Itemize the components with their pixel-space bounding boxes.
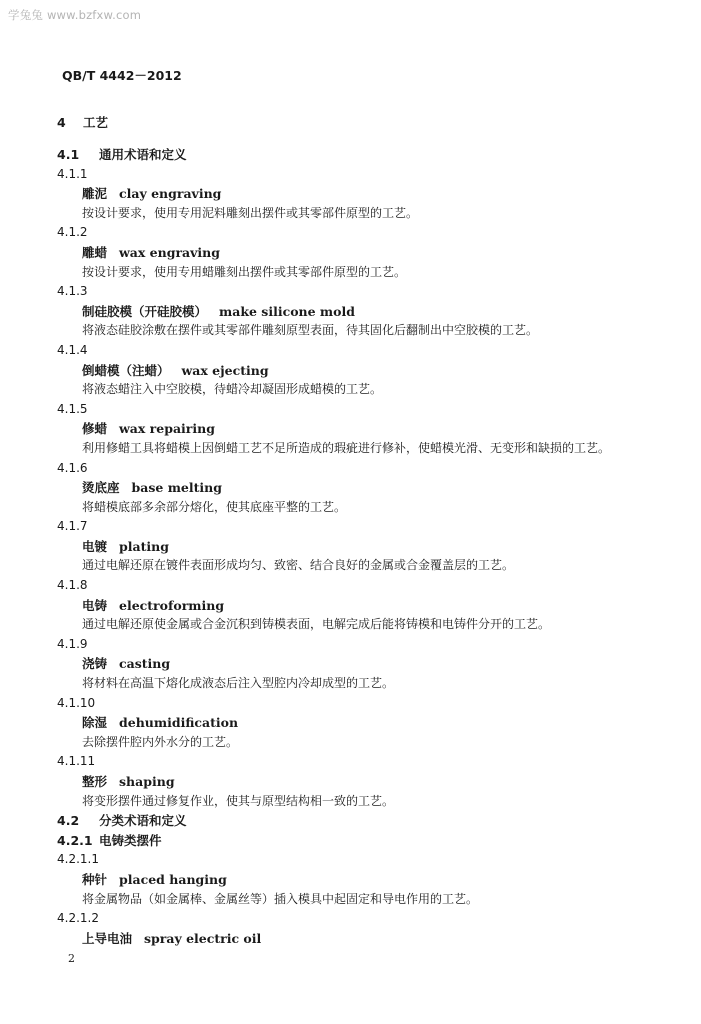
term-number: 4.1.4 [57, 342, 88, 357]
term-list-classification [57, 850, 657, 948]
term-chinese: 上导电油 [82, 930, 133, 946]
term-definition: 将金属物品（如金属棒、金属丝等）插入模具中起固定和导电作用的工艺。 [82, 891, 479, 906]
subsection-number: 4.2 [57, 813, 80, 829]
section-title: 工艺 [83, 115, 109, 130]
term-definition: 将变形摆件通过修复作业，使其与原型结构相一致的工艺。 [82, 793, 395, 808]
term-number: 4.1.2 [57, 225, 88, 240]
term-heading [57, 184, 657, 204]
subsection-number: 4.1 [57, 147, 80, 162]
term-heading [57, 361, 657, 381]
term-definition: 将液态蜡注入中空胶模，待蜡冷却凝固形成蜡模的工艺。 [82, 382, 383, 397]
term-english: electroforming [119, 597, 225, 613]
term-chinese: 制硅胶模（开硅胶模） [82, 303, 208, 319]
term-chinese: 整形 [82, 774, 108, 789]
term-heading [57, 713, 657, 733]
term-number: 4.1.8 [57, 578, 88, 593]
term-chinese: 修蜡 [82, 421, 108, 437]
term-english: shaping [119, 774, 175, 789]
term-list-general [57, 165, 657, 812]
term-chinese: 烫底座 [82, 480, 120, 496]
subsection-title: 通用术语和定义 [99, 147, 187, 162]
term-heading [57, 302, 657, 322]
term-heading [57, 243, 657, 263]
page-number: 2 [68, 952, 75, 965]
document-body [57, 110, 657, 948]
term-heading [57, 929, 657, 949]
term-number: 4.1.1 [57, 166, 88, 181]
term-english: wax engraving [119, 244, 220, 260]
term-english: wax ejecting [181, 362, 269, 378]
standard-number: QB/T 4442－2012 [62, 68, 182, 83]
subsection-heading-4-1 [57, 145, 657, 165]
term-heading [57, 596, 657, 616]
term-definition: 将液态硅胶涂敷在摆件或其零部件雕刻原型表面，待其固化后翻制出中空胶模的工艺。 [82, 323, 539, 338]
term-heading [57, 870, 657, 890]
term-english: casting [119, 656, 171, 672]
term-number: 4.1.10 [57, 695, 96, 710]
term-number: 4.1.3 [57, 284, 88, 299]
term-number: 4.1.9 [57, 636, 88, 651]
term-definition: 将材料在高温下熔化成液态后注入型腔内冷却成型的工艺。 [82, 676, 395, 691]
term-chinese: 雕泥 [82, 186, 108, 202]
term-number: 4.1.6 [57, 460, 88, 475]
term-number: 4.1.7 [57, 519, 88, 534]
term-heading [57, 772, 657, 792]
subsection-heading-4-2-1 [57, 831, 657, 851]
term-chinese: 除湿 [82, 715, 108, 731]
term-number: 4.1.11 [57, 754, 96, 769]
term-english: placed hanging [119, 871, 227, 887]
subsection-heading-4-2 [57, 811, 657, 831]
term-number: 4.1.5 [57, 401, 88, 416]
subsection-title: 电铸类摆件 [99, 832, 162, 848]
term-definition: 将蜡模底部多余部分熔化，使其底座平整的工艺。 [82, 499, 347, 514]
term-chinese: 浇铸 [82, 656, 108, 672]
term-chinese: 电镀 [82, 538, 108, 554]
section-number: 4 [57, 115, 66, 130]
watermark: 学兔兔 www.bzfxw.com [8, 8, 142, 22]
term-chinese: 电铸 [82, 597, 108, 613]
term-chinese: 种针 [82, 871, 108, 887]
term-heading [57, 654, 657, 674]
term-heading [57, 478, 657, 498]
term-english: base melting [131, 480, 222, 496]
subsection-title: 分类术语和定义 [99, 813, 187, 829]
term-heading [57, 537, 657, 557]
term-english: wax repairing [119, 421, 215, 437]
term-heading [57, 419, 657, 439]
subsection-number: 4.2.1 [57, 832, 93, 848]
term-english: plating [119, 538, 169, 554]
term-english: make silicone mold [219, 303, 355, 319]
term-chinese: 雕蜡 [82, 244, 108, 260]
term-definition: 按设计要求，使用专用泥料雕刻出摆件或其零部件原型的工艺。 [82, 205, 419, 220]
term-number: 4.2.1.1 [57, 852, 99, 867]
term-definition: 通过电解还原在镀件表面形成均匀、致密、结合良好的金属或合金覆盖层的工艺。 [82, 558, 515, 573]
term-number: 4.2.1.2 [57, 911, 99, 926]
term-english: clay engraving [119, 186, 222, 202]
term-definition: 利用修蜡工具将蜡模上因倒蜡工艺不足所造成的瑕疵进行修补，使蜡模光滑、无变形和缺损的工艺。 [82, 440, 611, 455]
term-definition: 通过电解还原使金属或合金沉积到铸模表面，电解完成后能将铸模和电铸件分开的工艺。 [82, 617, 551, 632]
term-definition: 去除摆件腔内外水分的工艺。 [82, 734, 239, 749]
term-english: spray electric oil [144, 930, 262, 946]
term-chinese: 倒蜡模（注蜡） [82, 362, 170, 378]
term-definition: 按设计要求，使用专用蜡雕刻出摆件或其零部件原型的工艺。 [82, 264, 407, 279]
term-english: dehumidification [119, 715, 239, 731]
section-heading [57, 110, 657, 135]
